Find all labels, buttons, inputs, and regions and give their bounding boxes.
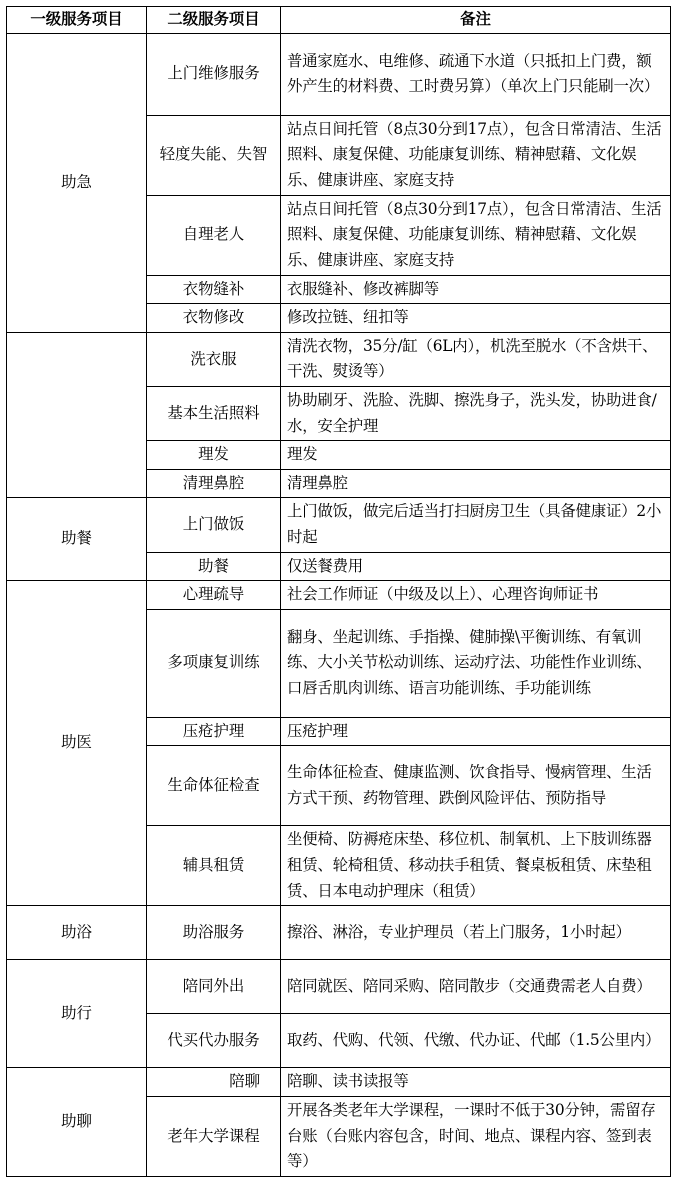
service-cell: 老年大学课程 xyxy=(147,1096,281,1176)
note-cell: 坐便椅、防褥疮床垫、移位机、制氧机、上下肢训练器租赁、轮椅租赁、移动扶手租赁、餐桌板租赁、床垫租赁、日本电动护理床（租赁） xyxy=(281,826,671,906)
note-cell: 清理鼻腔 xyxy=(281,469,671,498)
note-cell: 陪聊、读书读报等 xyxy=(281,1068,671,1097)
note-cell: 协助刷牙、洗脸、洗脚、擦洗身子，洗头发，协助进食/水，安全护理 xyxy=(281,386,671,440)
header-level2: 二级服务项目 xyxy=(147,7,281,34)
category-cell: 助行 xyxy=(7,960,147,1068)
table-header-row xyxy=(7,7,671,34)
service-cell: 理发 xyxy=(147,441,281,470)
service-cell: 清理鼻腔 xyxy=(147,469,281,498)
table-row xyxy=(7,906,671,960)
table-row xyxy=(7,581,671,610)
service-cell: 助浴服务 xyxy=(147,906,281,960)
note-cell: 上门做饭，做完后适当打扫厨房卫生（具备健康证）2小时起 xyxy=(281,498,671,552)
category-cell: 助医 xyxy=(7,581,147,906)
table-row xyxy=(7,960,671,1014)
header-level1: 一级服务项目 xyxy=(7,7,147,34)
service-cell: 衣物缝补 xyxy=(147,275,281,304)
note-cell: 站点日间托管（8点30分到17点），包含日常清洁、生活照料、康复保健、功能康复训练、精神慰藉、文化娱乐、健康讲座、家庭支持 xyxy=(281,195,671,275)
service-cell: 自理老人 xyxy=(147,195,281,275)
category-cell: 助聊 xyxy=(7,1068,147,1177)
service-cell: 洗衣服 xyxy=(147,332,281,386)
note-cell: 擦浴、淋浴，专业护理员（若上门服务，1小时起） xyxy=(281,906,671,960)
service-cell: 代买代办服务 xyxy=(147,1014,281,1068)
note-cell: 社会工作师证（中级及以上）、心理咨询师证书 xyxy=(281,581,671,610)
service-cell: 助餐 xyxy=(147,552,281,581)
table-row xyxy=(7,332,671,386)
note-cell: 清洗衣物，35分/缸（6L内），机洗至脱水（不含烘干、干洗、熨烫等） xyxy=(281,332,671,386)
service-cell: 压疮护理 xyxy=(147,717,281,746)
service-cell: 上门维修服务 xyxy=(147,33,281,115)
table-row xyxy=(7,498,671,552)
category-cell: 助餐 xyxy=(7,498,147,581)
header-notes: 备注 xyxy=(281,7,671,34)
note-cell: 衣服缝补、修改裤脚等 xyxy=(281,275,671,304)
note-cell: 修改拉链、纽扣等 xyxy=(281,304,671,333)
service-cell: 多项康复训练 xyxy=(147,609,281,717)
note-cell: 翻身、坐起训练、手指操、健肺操\平衡训练、有氧训练、大小关节松动训练、运动疗法、功能性作业训练、口唇舌肌肉训练、语言功能训练、手功能训练 xyxy=(281,609,671,717)
category-cell xyxy=(7,332,147,498)
category-cell: 助急 xyxy=(7,33,147,332)
note-cell: 普通家庭水、电维修、疏通下水道（只抵扣上门费，额外产生的材料费、工时费另算）（单次上门只能刷一次） xyxy=(281,33,671,115)
service-cell: 上门做饭 xyxy=(147,498,281,552)
note-cell: 取药、代购、代领、代缴、代办证、代邮（1.5公里内） xyxy=(281,1014,671,1068)
service-cell: 陪同外出 xyxy=(147,960,281,1014)
service-cell: 轻度失能、失智 xyxy=(147,115,281,195)
table-row xyxy=(7,1068,671,1097)
service-cell: 陪聊 xyxy=(147,1068,281,1097)
table-row xyxy=(7,33,671,115)
service-cell: 生命体征检查 xyxy=(147,746,281,826)
note-cell: 仅送餐费用 xyxy=(281,552,671,581)
service-cell: 衣物修改 xyxy=(147,304,281,333)
category-cell: 助浴 xyxy=(7,906,147,960)
note-cell: 生命体征检查、健康监测、饮食指导、慢病管理、生活方式干预、药物管理、跌倒风险评估、预防指导 xyxy=(281,746,671,826)
note-cell: 站点日间托管（8点30分到17点），包含日常清洁、生活照料、康复保健、功能康复训练、精神慰藉、文化娱乐、健康讲座、家庭支持 xyxy=(281,115,671,195)
note-cell: 开展各类老年大学课程，一课时不低于30分钟，需留存台账（台账内容包含，时间、地点、课程内容、签到表等） xyxy=(281,1096,671,1176)
note-cell: 压疮护理 xyxy=(281,717,671,746)
note-cell: 理发 xyxy=(281,441,671,470)
note-cell: 陪同就医、陪同采购、陪同散步（交通费需老人自费） xyxy=(281,960,671,1014)
service-cell: 基本生活照料 xyxy=(147,386,281,440)
service-items-table xyxy=(6,6,671,1177)
service-cell: 辅具租赁 xyxy=(147,826,281,906)
service-cell: 心理疏导 xyxy=(147,581,281,610)
